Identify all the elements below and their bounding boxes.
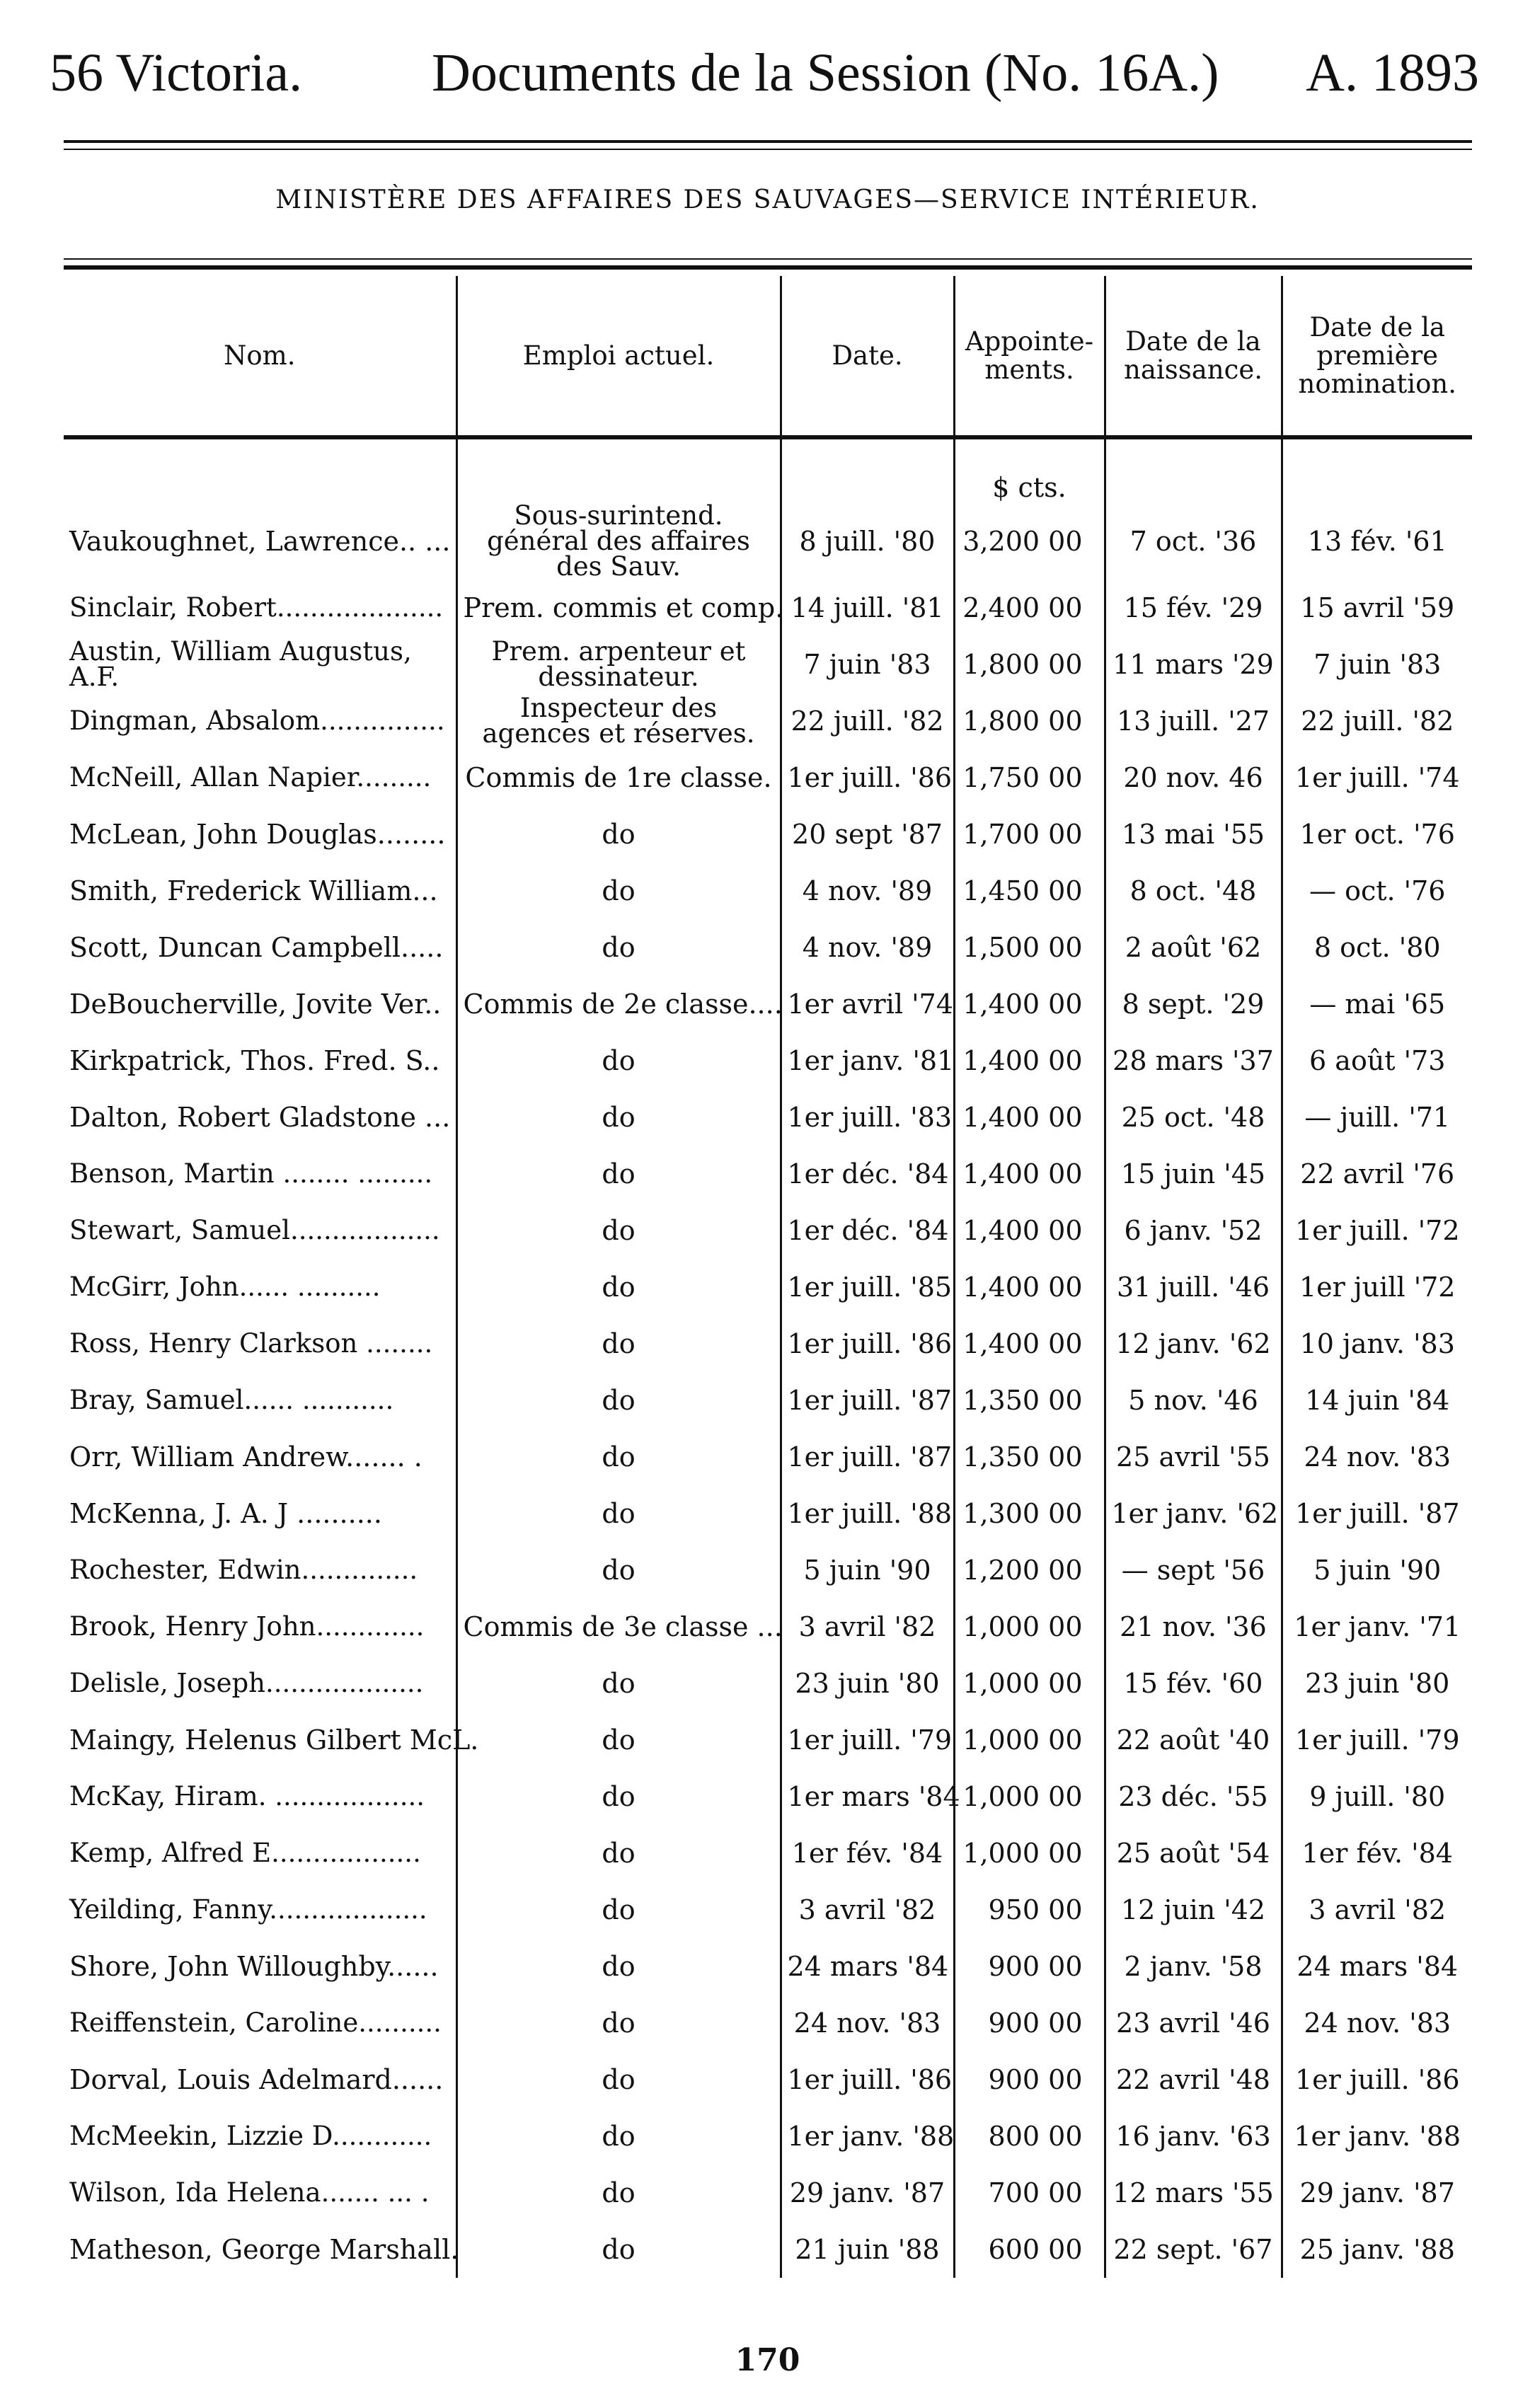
cell-name: Delisle, Joseph................... [69, 1668, 424, 1698]
cell-emploi: do [456, 2051, 781, 2108]
cell-emploi: Prem. arpenteur et dessinateur. [456, 636, 781, 693]
table-row [64, 2108, 1472, 2165]
table-row [64, 976, 1472, 1032]
cell-naissance: 15 fév. '29 [1105, 580, 1282, 636]
cell-appointements: 900 00 [954, 2051, 1105, 2108]
table-top-rule-thin [64, 258, 1472, 260]
cell-name: McKenna, J. A. J .......... [69, 1498, 382, 1529]
cell-naissance: 2 janv. '58 [1105, 1938, 1282, 1995]
cell-nomination: 8 oct. '80 [1282, 919, 1472, 976]
header-right: A. 1893 [1306, 43, 1479, 103]
cell-nomination: 13 fév. '61 [1282, 503, 1472, 580]
cell-naissance: 12 juin '42 [1105, 1882, 1282, 1938]
cell-appointements: 1,700 00 [954, 806, 1105, 863]
cell-date: 20 sept '87 [781, 806, 954, 863]
cell-naissance: 31 juill. '46 [1105, 1259, 1282, 1315]
cell-date: 5 juin '90 [781, 1542, 954, 1598]
cell-naissance: 16 janv. '63 [1105, 2108, 1282, 2165]
cell-appointements: 1,400 00 [954, 976, 1105, 1032]
cell-appointements: 1,400 00 [954, 1202, 1105, 1259]
cell-appointements: 1,800 00 [954, 693, 1105, 749]
page-subtitle: MINISTÈRE DES AFFAIRES DES SAUVAGES—SERVICE INTÉRIEUR. [275, 185, 1260, 214]
cell-date: 1er juill. '85 [781, 1259, 954, 1315]
table-row [64, 580, 1472, 636]
cell-emploi: do [456, 1429, 781, 1485]
cell-appointements: 950 00 [954, 1882, 1105, 1938]
cell-nomination: 1er fév. '84 [1282, 1825, 1472, 1882]
table-row [64, 1712, 1472, 1768]
table-row [64, 2221, 1472, 2278]
cell-naissance: 2 août '62 [1105, 919, 1282, 976]
cell-name: DeBoucherville, Jovite Ver.. [69, 989, 442, 1020]
cell-name: Sinclair, Robert.................... [69, 592, 444, 623]
cell-date: 1er fév. '84 [781, 1825, 954, 1882]
cell-date: 1er juill. '87 [781, 1429, 954, 1485]
cell-nomination: 1er juill '72 [1282, 1259, 1472, 1315]
cell-emploi: do [456, 2108, 781, 2165]
cell-emploi: do [456, 1259, 781, 1315]
cell-nomination: 10 janv. '83 [1282, 1315, 1472, 1372]
cell-nomination: 5 juin '90 [1282, 1542, 1472, 1598]
table-row [64, 693, 1472, 749]
cell-name: Bray, Samuel...... ........... [69, 1385, 394, 1415]
cell-naissance: 20 nov. 46 [1105, 749, 1282, 806]
cell-emploi: do [456, 863, 781, 919]
cell-appointements: 1,450 00 [954, 863, 1105, 919]
table-row [64, 1995, 1472, 2051]
cell-appointements: 1,400 00 [954, 1259, 1105, 1315]
cell-name: Orr, William Andrew....... . [69, 1441, 422, 1473]
cell-naissance: 7 oct. '36 [1105, 503, 1282, 580]
cell-naissance: 15 juin '45 [1105, 1146, 1282, 1202]
cell-name: Kemp, Alfred E.................. [69, 1838, 421, 1868]
table-header-row [64, 276, 1472, 437]
cell-appointements: 900 00 [954, 1995, 1105, 2051]
table-row [64, 919, 1472, 976]
cell-nomination: — juill. '71 [1282, 1089, 1472, 1146]
cell-nomination: 23 juin '80 [1282, 1655, 1472, 1712]
cell-name: Dingman, Absalom............... [69, 705, 445, 736]
cell-nomination: 1er juill. '86 [1282, 2051, 1472, 2108]
cell-date: 24 mars '84 [781, 1938, 954, 1995]
header-rule-thick [64, 140, 1472, 143]
cell-name: Reiffenstein, Caroline.......... [69, 2007, 442, 2038]
cell-emploi: do [456, 1089, 781, 1146]
cell-naissance: 6 janv. '52 [1105, 1202, 1282, 1259]
col-appointements: Appointe-ments. [954, 276, 1105, 437]
cell-emploi: do [456, 1485, 781, 1542]
cell-name: Stewart, Samuel.................. [69, 1215, 440, 1245]
cell-appointements: 1,200 00 [954, 1542, 1105, 1598]
currency-label: $ cts. [954, 437, 1105, 503]
cell-naissance: 5 nov. '46 [1105, 1372, 1282, 1429]
cell-nomination: 22 juill. '82 [1282, 693, 1472, 749]
cell-appointements: 900 00 [954, 1938, 1105, 1995]
table-row [64, 1315, 1472, 1372]
cell-nomination: 24 nov. '83 [1282, 1995, 1472, 2051]
cell-nomination: 1er juill. '72 [1282, 1202, 1472, 1259]
cell-naissance: 22 août '40 [1105, 1712, 1282, 1768]
cell-naissance: 25 août '54 [1105, 1825, 1282, 1882]
header-center: Documents de la Session (No. 16A.) [432, 43, 1219, 103]
cell-emploi: Commis de 1re classe. [456, 749, 781, 806]
cell-emploi: do [456, 1938, 781, 1995]
cell-appointements: 1,000 00 [954, 1598, 1105, 1655]
cell-nomination: 1er juill. '74 [1282, 749, 1472, 806]
cell-appointements: 700 00 [954, 2165, 1105, 2221]
cell-name: Austin, William Augustus, A.F. [69, 636, 412, 692]
table-row [64, 636, 1472, 693]
table-row [64, 1825, 1472, 1882]
cell-nomination: 1er janv. '88 [1282, 2108, 1472, 2165]
cell-naissance: 21 nov. '36 [1105, 1598, 1282, 1655]
cell-naissance: 12 janv. '62 [1105, 1315, 1282, 1372]
cell-name: McKay, Hiram. .................. [69, 1781, 425, 1811]
cell-name: Kirkpatrick, Thos. Fred. S.. [69, 1045, 440, 1076]
cell-emploi: do [456, 2165, 781, 2221]
cell-emploi: do [456, 1032, 781, 1089]
cell-name: Brook, Henry John............. [69, 1611, 425, 1642]
cell-nomination: — oct. '76 [1282, 863, 1472, 919]
cell-emploi: Sous-surintend. général des affaires des Sauv. [456, 503, 781, 580]
running-header [50, 42, 1479, 120]
cell-date: 1er juill. '86 [781, 1315, 954, 1372]
cell-nomination: 9 juill. '80 [1282, 1768, 1472, 1825]
cell-emploi: Inspecteur des agences et réserves. [456, 693, 781, 749]
cell-date: 1er juill. '83 [781, 1089, 954, 1146]
cell-appointements: 1,000 00 [954, 1712, 1105, 1768]
col-date: Date. [781, 276, 954, 437]
cell-name: McLean, John Douglas........ [69, 819, 446, 850]
col-naissance: Date de la naissance. [1105, 276, 1282, 437]
table-row [64, 863, 1472, 919]
table-row [64, 1259, 1472, 1315]
cell-date: 1er juill. '88 [781, 1485, 954, 1542]
cell-date: 1er juill. '86 [781, 749, 954, 806]
cell-naissance: 22 sept. '67 [1105, 2221, 1282, 2278]
cell-date: 1er janv. '81 [781, 1032, 954, 1089]
table-row [64, 1032, 1472, 1089]
cell-date: 8 juill. '80 [781, 503, 954, 580]
cell-nomination: 29 janv. '87 [1282, 2165, 1472, 2221]
cell-name: McGirr, John...... .......... [69, 1272, 381, 1302]
cell-emploi: do [456, 2221, 781, 2278]
table-row [64, 1146, 1472, 1202]
cell-appointements: 1,800 00 [954, 636, 1105, 693]
staff-table [64, 276, 1472, 2278]
cell-emploi: do [456, 1712, 781, 1768]
page-number: 170 [735, 2342, 800, 2378]
cell-nomination: 1er janv. '71 [1282, 1598, 1472, 1655]
cell-date: 1er mars '84 [781, 1768, 954, 1825]
cell-date: 21 juin '88 [781, 2221, 954, 2278]
table-row [64, 1485, 1472, 1542]
cell-nomination: 14 juin '84 [1282, 1372, 1472, 1429]
table-row [64, 1938, 1472, 1995]
cell-emploi: do [456, 919, 781, 976]
cell-emploi: do [456, 1146, 781, 1202]
cell-name: Ross, Henry Clarkson ........ [69, 1328, 433, 1359]
table-row [64, 1655, 1472, 1712]
cell-emploi: do [456, 1995, 781, 2051]
cell-appointements: 1,000 00 [954, 1655, 1105, 1712]
cell-name: Matheson, George Marshall. [69, 2234, 459, 2265]
cell-appointements: 1,500 00 [954, 919, 1105, 976]
cell-naissance: 13 mai '55 [1105, 806, 1282, 863]
table-row [64, 1768, 1472, 1825]
cell-nomination: 22 avril '76 [1282, 1146, 1472, 1202]
cell-emploi: do [456, 1882, 781, 1938]
cell-naissance: 23 avril '46 [1105, 1995, 1282, 2051]
cell-nomination: — mai '65 [1282, 976, 1472, 1032]
cell-emploi: do [456, 1372, 781, 1429]
cell-appointements: 1,400 00 [954, 1315, 1105, 1372]
col-nomination: Date de la première nomination. [1282, 276, 1472, 437]
cell-appointements: 800 00 [954, 2108, 1105, 2165]
cell-nomination: 6 août '73 [1282, 1032, 1472, 1089]
cell-date: 4 nov. '89 [781, 863, 954, 919]
table-row [64, 1429, 1472, 1485]
cell-name: Wilson, Ida Helena....... ... . [69, 2177, 430, 2208]
cell-nomination: 24 nov. '83 [1282, 1429, 1472, 1485]
cell-date: 1er juill. '79 [781, 1712, 954, 1768]
cell-date: 1er juill. '86 [781, 2051, 954, 2108]
cell-nomination: 15 avril '59 [1282, 580, 1472, 636]
header-rule-thin [64, 149, 1472, 150]
header-left: 56 Victoria. [50, 43, 303, 103]
cell-date: 29 janv. '87 [781, 2165, 954, 2221]
cell-emploi: do [456, 806, 781, 863]
cell-name: Dorval, Louis Adelmard...... [69, 2064, 444, 2095]
cell-emploi: do [456, 1202, 781, 1259]
table-row [64, 1542, 1472, 1598]
cell-naissance: 13 juill. '27 [1105, 693, 1282, 749]
cell-naissance: — sept '56 [1105, 1542, 1282, 1598]
cell-naissance: 12 mars '55 [1105, 2165, 1282, 2221]
cell-naissance: 28 mars '37 [1105, 1032, 1282, 1089]
cell-name: McMeekin, Lizzie D............ [69, 2121, 432, 2151]
cell-appointements: 1,400 00 [954, 1032, 1105, 1089]
cell-appointements: 1,000 00 [954, 1825, 1105, 1882]
cell-naissance: 15 fév. '60 [1105, 1655, 1282, 1712]
table-row [64, 1372, 1472, 1429]
table-row [64, 806, 1472, 863]
cell-name: Rochester, Edwin.............. [69, 1555, 418, 1585]
cell-nomination: 1er juill. '79 [1282, 1712, 1472, 1768]
cell-emploi: do [456, 1542, 781, 1598]
cell-nomination: 1er oct. '76 [1282, 806, 1472, 863]
cell-emploi: do [456, 1315, 781, 1372]
cell-naissance: 8 oct. '48 [1105, 863, 1282, 919]
cell-name: Vaukoughnet, Lawrence.. ... [69, 526, 451, 557]
table-row [64, 2165, 1472, 2221]
cell-date: 1er avril '74 [781, 976, 954, 1032]
cell-date: 1er déc. '84 [781, 1146, 954, 1202]
cell-date: 3 avril '82 [781, 1882, 954, 1938]
table-row [64, 1882, 1472, 1938]
cell-emploi: do [456, 1768, 781, 1825]
cell-name: Maingy, Helenus Gilbert McL. [69, 1724, 479, 1756]
cell-nomination: 1er juill. '87 [1282, 1485, 1472, 1542]
table-top-rule-thick [64, 265, 1472, 270]
cell-nomination: 7 juin '83 [1282, 636, 1472, 693]
table-body [64, 437, 1472, 2278]
cell-emploi: Prem. commis et comp. [456, 580, 781, 636]
cell-date: 3 avril '82 [781, 1598, 954, 1655]
cell-naissance: 22 avril '48 [1105, 2051, 1282, 2108]
cell-naissance: 25 oct. '48 [1105, 1089, 1282, 1146]
cell-name: Smith, Frederick William... [69, 875, 438, 906]
cell-naissance: 23 déc. '55 [1105, 1768, 1282, 1825]
cell-name: McNeill, Allan Napier......... [69, 762, 432, 793]
cell-name: Benson, Martin ........ ......... [69, 1158, 433, 1189]
cell-appointements: 3,200 00 [954, 503, 1105, 580]
cell-name: Shore, John Willoughby...... [69, 1951, 439, 1982]
cell-emploi: Commis de 3e classe ... [456, 1598, 781, 1655]
cell-nomination: 24 mars '84 [1282, 1938, 1472, 1995]
cell-naissance: 11 mars '29 [1105, 636, 1282, 693]
cell-emploi: do [456, 1825, 781, 1882]
cell-name: Dalton, Robert Gladstone ... [69, 1102, 451, 1133]
table-row [64, 1089, 1472, 1146]
currency-row [64, 437, 1472, 503]
col-emploi: Emploi actuel. [456, 276, 781, 437]
cell-appointements: 1,000 00 [954, 1768, 1105, 1825]
cell-date: 24 nov. '83 [781, 1995, 954, 2051]
cell-naissance: 25 avril '55 [1105, 1429, 1282, 1485]
cell-nomination: 3 avril '82 [1282, 1882, 1472, 1938]
cell-emploi: do [456, 1655, 781, 1712]
table-row [64, 1202, 1472, 1259]
table-row [64, 749, 1472, 806]
cell-name: Scott, Duncan Campbell..... [69, 932, 444, 963]
cell-appointements: 600 00 [954, 2221, 1105, 2278]
cell-emploi: Commis de 2e classe.... [456, 976, 781, 1032]
cell-date: 7 juin '83 [781, 636, 954, 693]
cell-appointements: 1,350 00 [954, 1429, 1105, 1485]
cell-appointements: 2,400 00 [954, 580, 1105, 636]
cell-appointements: 1,400 00 [954, 1089, 1105, 1146]
cell-date: 1er janv. '88 [781, 2108, 954, 2165]
table-row [64, 2051, 1472, 2108]
cell-date: 1er juill. '87 [781, 1372, 954, 1429]
cell-date: 22 juill. '82 [781, 693, 954, 749]
cell-naissance: 8 sept. '29 [1105, 976, 1282, 1032]
cell-appointements: 1,400 00 [954, 1146, 1105, 1202]
cell-appointements: 1,350 00 [954, 1372, 1105, 1429]
cell-naissance: 1er janv. '62 [1105, 1485, 1282, 1542]
cell-appointements: 1,300 00 [954, 1485, 1105, 1542]
cell-appointements: 1,750 00 [954, 749, 1105, 806]
col-nom: Nom. [64, 276, 456, 437]
cell-name: Yeilding, Fanny................... [69, 1894, 427, 1925]
cell-nomination: 25 janv. '88 [1282, 2221, 1472, 2278]
cell-date: 1er déc. '84 [781, 1202, 954, 1259]
table-row [64, 503, 1472, 580]
table-row [64, 1598, 1472, 1655]
cell-date: 14 juill. '81 [781, 580, 954, 636]
cell-date: 4 nov. '89 [781, 919, 954, 976]
cell-date: 23 juin '80 [781, 1655, 954, 1712]
